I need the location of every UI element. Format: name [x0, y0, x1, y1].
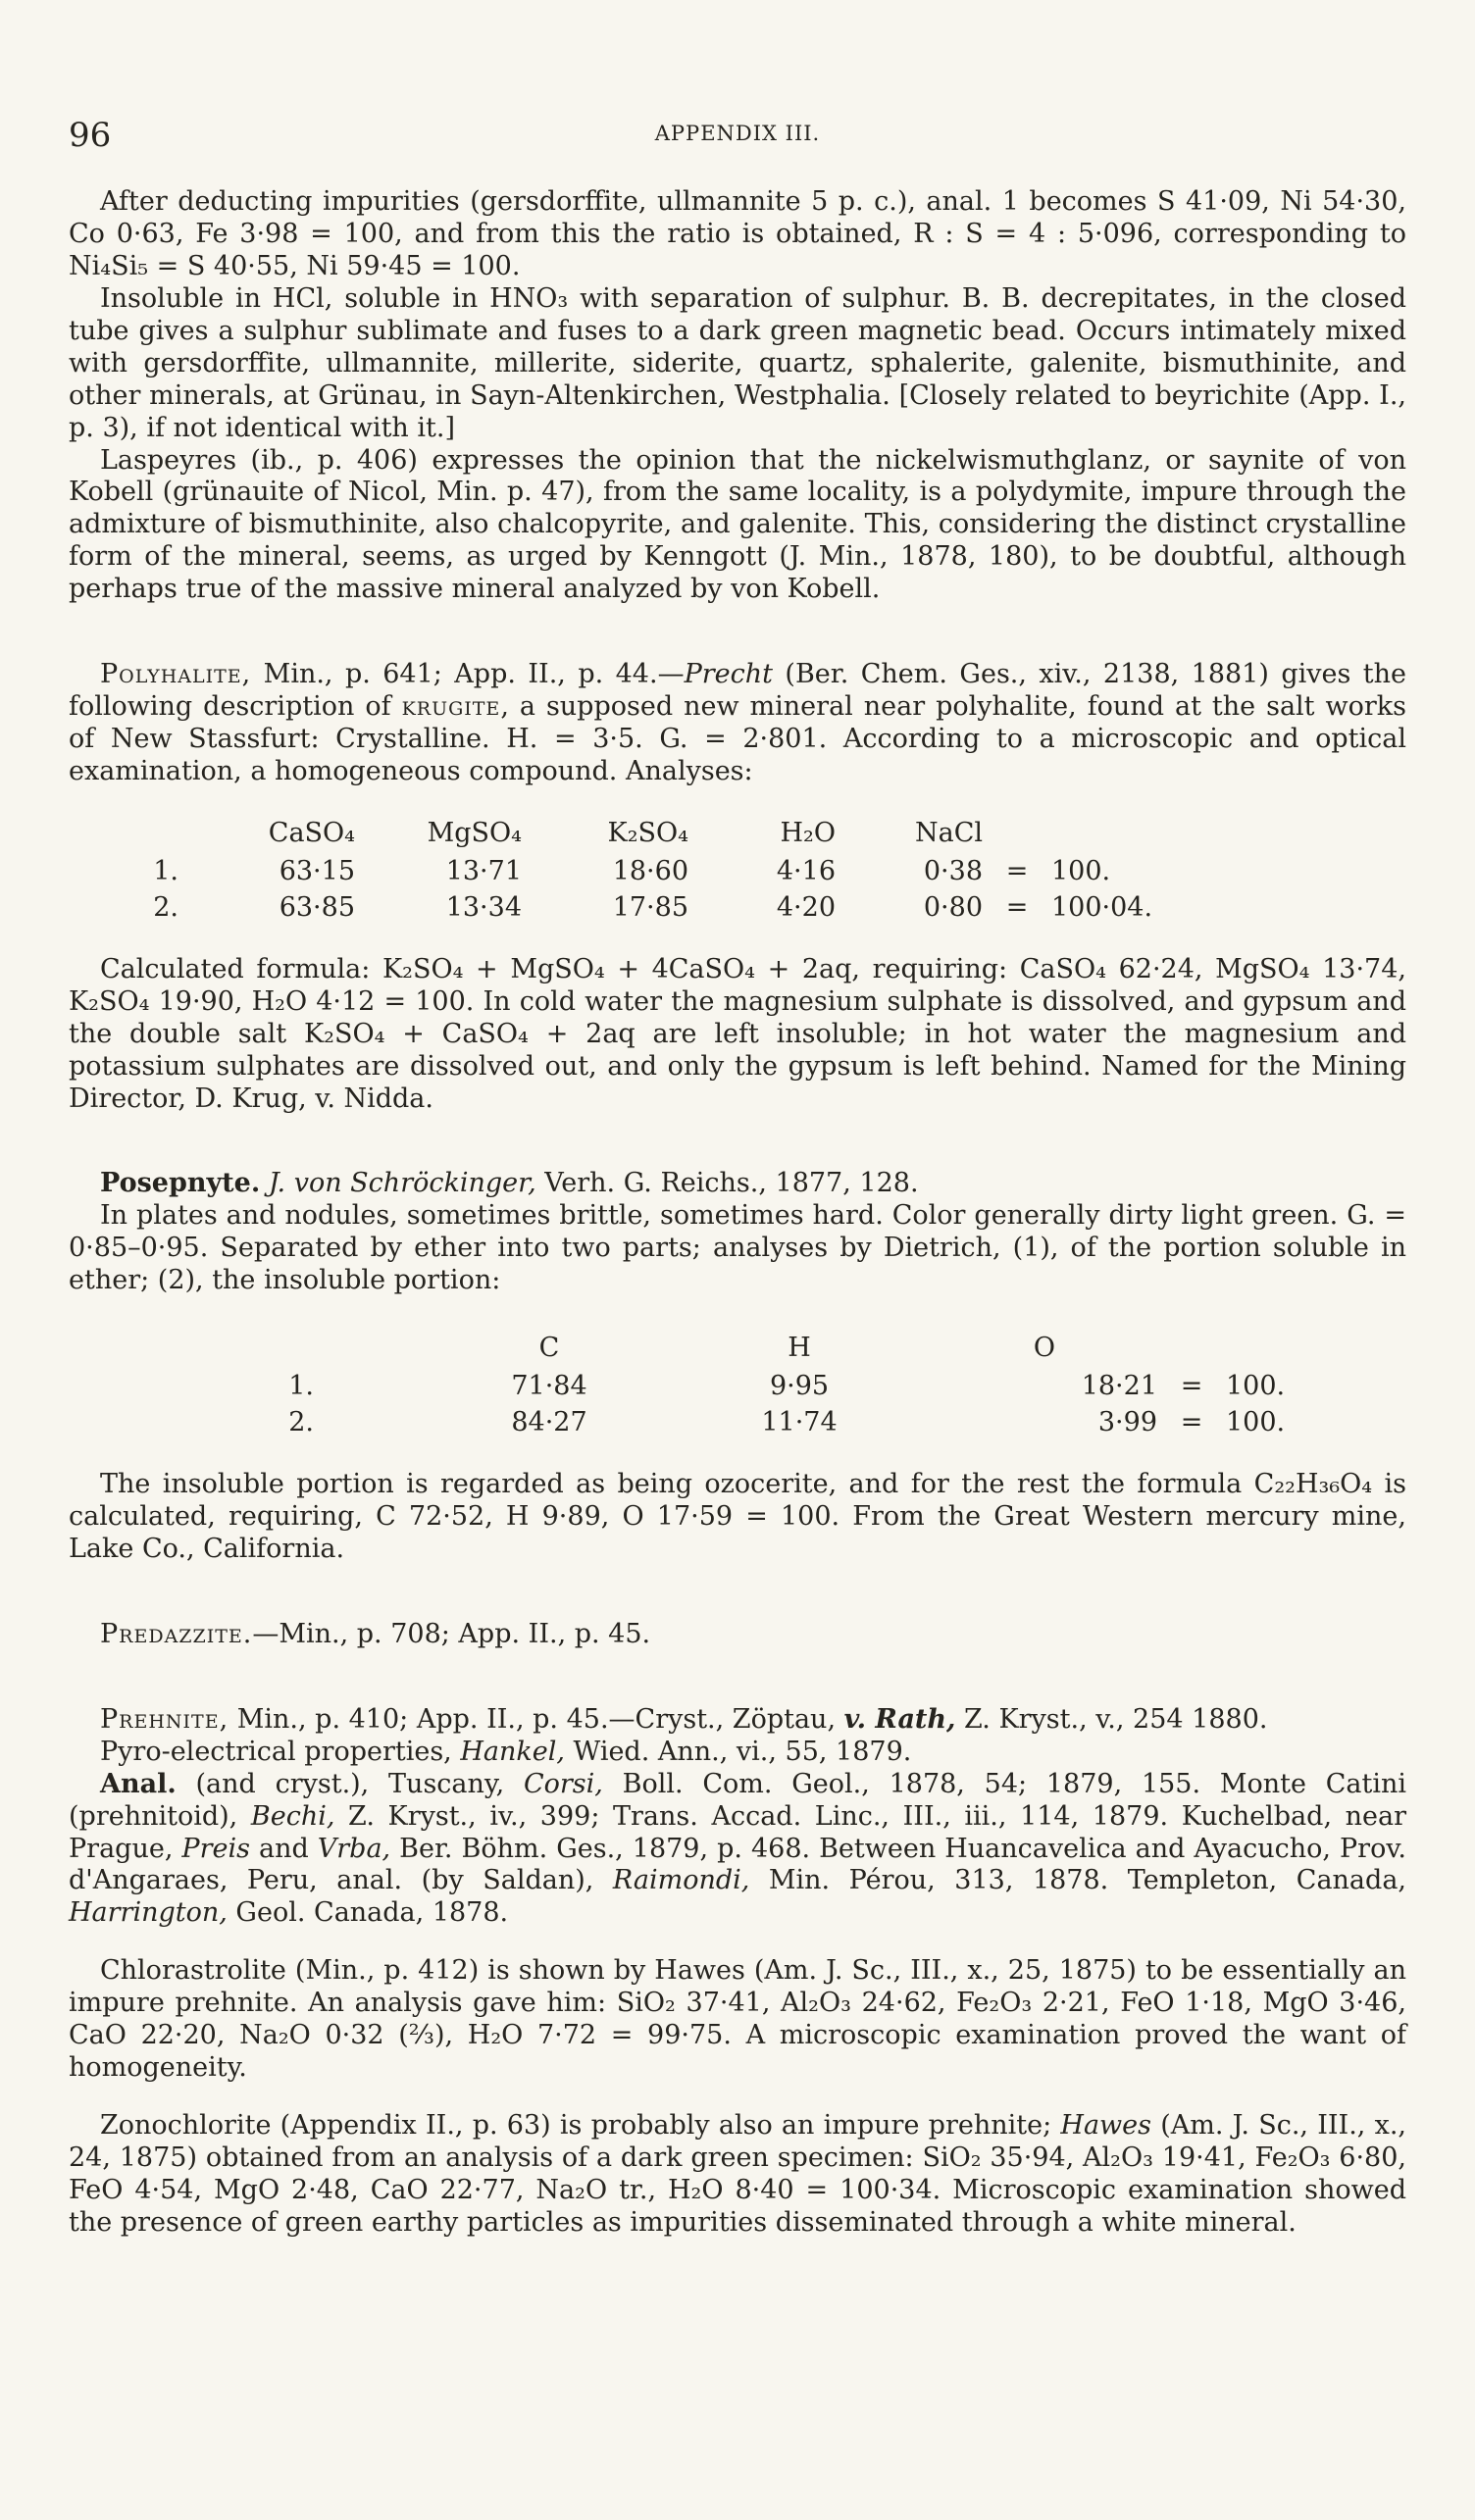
ref-prehnite-1: Min., p. 410; App. II., p. 45.—Cryst., Zöptau,	[229, 1703, 844, 1735]
col-header: CaSO₄	[268, 817, 355, 848]
paragraph-solubility: Insoluble in HCl, soluble in HNO₃ with separation of sulphur. B. B. decrepitates, in the closed tube gives a sulphur sublimate and fuses to a dark green magnetic bead. Occurs intimately mixed with gersdorffite, ullmannite, millerite, siderite, quartz, sphalerite, galenite, bismuthinite, and other minerals, at Grünau, in Sayn-Altenkirchen, Westphalia. [Closely related to beyrichite (App. I., p. 3), if not identical with it.]	[69, 282, 1406, 443]
text-pyro-1: Pyro-electrical properties,	[100, 1736, 461, 1767]
ref-polyhalite: Min., p. 641; App. II., p. 44.—	[251, 659, 685, 690]
col-header: O	[1033, 1333, 1056, 1364]
col-header: K₂SO₄	[607, 817, 688, 848]
mineral-name-prehnite: Prehnite,	[100, 1703, 229, 1735]
paragraph-chlorastrolite: Chlorastrolite (Min., p. 412) is shown by Hawes (Am. J. Sc., III., x., 25, 1875) to be essentially an impure prehnite. An analysis gave him: SiO₂ 37·41, Al₂O₃ 24·62, Fe₂O₃ 2·21, FeO 1·18, MgO 3·46, CaO 22·20, Na₂O 0·32 (⅔), H₂O 7·72 = 99·75. A microscopic examination proved the want of homogeneity.	[69, 1955, 1406, 2084]
text-anal-3: Z. Kryst., iv., 399; Trans. Accad. Linc., III., iii., 114, 1879. Kuchelbad, near Prague,	[69, 1800, 1407, 1864]
author-hankel: Hankel,	[460, 1736, 565, 1767]
paragraph-posepnyte: In plates and nodules, sometimes brittle, sometimes hard. Color generally dirty light green. G. = 0·85–0·95. Separated by ether into two parts; analyses by Dietrich, (1), of the portion soluble in ether; (2), the insoluble portion:	[69, 1200, 1406, 1296]
mineral-name-predazzite: Predazzite.	[100, 1618, 253, 1649]
author-precht: Precht	[684, 659, 773, 690]
analysis-table-krugite	[69, 816, 1152, 927]
row-label: 1.	[288, 1371, 314, 1402]
table-header-row	[69, 816, 1152, 854]
equals-sign: =	[1005, 891, 1029, 923]
row-label: 2.	[153, 891, 178, 923]
row-label: 2.	[288, 1407, 314, 1438]
ref-prehnite-2: Z. Kryst., v., 254 1880.	[955, 1703, 1268, 1735]
paragraph-pyro-electrical	[69, 1737, 1406, 1769]
table-cell: 4·16	[776, 855, 836, 886]
paragraph-polyhalite-formula: Calculated formula: K₂SO₄ + MgSO₄ + 4CaSO₄ + 2aq, requiring: CaSO₄ 62·24, MgSO₄ 13·74, K₂SO₄ 19·90, H₂O 4·12 = 100. In cold water the magnesium sulphate is dissolved, and gypsum and the double salt K₂SO₄ + CaSO₄ + 2aq are left insoluble; in hot water the magnesium and potassium sulphates are dissolved out, and only the gypsum is left behind. Named for the Mining Director, D. Krug, v. Nidda.	[69, 953, 1406, 1114]
table-row	[69, 854, 1152, 890]
entry-predazzite	[69, 1619, 1406, 1651]
author-preis: Preis	[181, 1833, 250, 1864]
text-zono-1: Zonochlorite (Appendix II., p. 63) is probably also an impure prehnite;	[100, 2110, 1061, 2142]
text-anal-4: and	[249, 1833, 318, 1864]
text-pyro-2: Wied. Ann., vi., 55, 1879.	[564, 1736, 912, 1767]
col-header: C	[538, 1333, 560, 1364]
table-cell: 4·20	[776, 891, 836, 923]
table-cell: 17·85	[612, 891, 688, 923]
mineral-name-polyhalite: Polyhalite,	[100, 659, 252, 690]
paragraph-deduction: After deducting impurities (gersdorffite, ullmannite 5 p. c.), anal. 1 becomes S 41·09, Ni 54·30, Co 0·63, Fe 3·98 = 100, and from this the ratio is obtained, R : S = 4 : 5·096, corresponding to Ni₄Si₅ = S 40·55, Ni 59·45 = 100.	[69, 186, 1406, 281]
text-anal-2: Boll. Com. Geol., 1878, 54; 1879, 155. Monte Catini (prehnitoid),	[69, 1768, 1406, 1832]
ref-predazzite: —Min., p. 708; App. II., p. 45.	[252, 1618, 651, 1649]
table-cell: 9·95	[769, 1371, 830, 1402]
row-total: 100.	[1226, 1371, 1286, 1402]
entry-posepnyte-heading	[69, 1168, 1406, 1200]
text-anal-5: Ber. Böhm. Ges., 1879, p. 468. Between Huancavelica and Ayacucho, Prov. d'Angaraes, Peru, anal. (by Saldan),	[69, 1833, 1406, 1896]
table-row	[69, 1405, 1285, 1441]
table-cell: 11·74	[761, 1407, 838, 1438]
analysis-table-posepnyte	[69, 1331, 1285, 1441]
table-row	[69, 1369, 1285, 1405]
entry-polyhalite	[69, 659, 1406, 788]
table-cell: 63·85	[279, 891, 355, 923]
text-anal-1: (and cryst.), Tuscany,	[176, 1768, 524, 1799]
page-header	[69, 116, 1406, 161]
table-cell: 13·34	[445, 891, 522, 923]
anal-label: Anal.	[100, 1768, 177, 1799]
paragraph-prehnite-analyses	[69, 1769, 1406, 1931]
mineral-name-posepnyte: Posepnyte.	[100, 1168, 261, 1199]
author-hawes: Hawes	[1060, 2110, 1151, 2142]
author-rath: v. Rath,	[843, 1703, 956, 1735]
equals-sign: =	[1180, 1407, 1203, 1438]
row-total: 100.	[1051, 855, 1111, 886]
text-polyhalite-1: (Ber. Chem. Ges., xiv., 2138, 1881) gives the following description of	[69, 659, 1406, 723]
ref-posepnyte: Verh. G. Reichs., 1877, 128.	[535, 1168, 919, 1199]
table-row	[69, 890, 1152, 927]
running-title: APPENDIX III.	[654, 122, 821, 145]
table-cell: 13·71	[445, 855, 522, 886]
equals-sign: =	[1180, 1371, 1203, 1402]
page-body	[69, 186, 1406, 2240]
paragraph-zonochlorite	[69, 2110, 1406, 2240]
author-raimondi: Raimondi,	[612, 1865, 750, 1896]
author-schrockinger: J. von Schröckinger,	[268, 1168, 536, 1199]
row-label: 1.	[153, 855, 178, 886]
table-cell: 18·21	[1081, 1371, 1157, 1402]
text-anal-6: Min. Pérou, 313, 1878. Templeton, Canada,	[749, 1865, 1406, 1896]
row-total: 100.	[1226, 1407, 1286, 1438]
paragraph-laspeyres: Laspeyres (ib., p. 406) expresses the opinion that the nickelwismuthglanz, or saynite of von Kobell (grünauite of Nicol, Min. p. 47), from the same locality, is a polydymite, impure through the admixture of bismuthinite, also chalcopyrite, and galenite. This, considering the distinct crystalline form of the mineral, seems, as urged by Kenngott (J. Min., 1878, 180), to be doubtful, although perhaps true of the massive mineral analyzed by von Kobell.	[69, 444, 1406, 605]
table-cell: 63·15	[279, 855, 355, 886]
table-cell: 84·27	[511, 1407, 587, 1438]
table-cell: 71·84	[511, 1371, 587, 1402]
equals-sign: =	[1005, 855, 1029, 886]
entry-prehnite	[69, 1704, 1406, 1737]
col-header: H	[788, 1333, 811, 1364]
page-number: 96	[69, 116, 112, 155]
author-vrba: Vrba,	[317, 1833, 391, 1864]
text-polyhalite-2: , a supposed new mineral near polyhalite, found at the salt works of New Stassfurt: Crystalline. H. = 3·5. G. = 2·801. According to a microscopic and optical examination, a homogeneous compound. Analyses:	[69, 691, 1406, 786]
col-header: H₂O	[780, 817, 836, 848]
author-bechi: Bechi,	[250, 1800, 335, 1832]
table-cell: 0·80	[923, 891, 983, 923]
author-harrington: Harrington,	[69, 1897, 228, 1929]
text-zono-2: (Am. J. Sc., III., x., 24, 1875) obtained from an analysis of a dark green specimen: SiO₂ 35·94, Al₂O₃ 19·41, Fe₂O₃ 6·80, FeO 4·54, MgO 2·48, CaO 22·77, Na₂O tr., H₂O 8·40 = 100·34. Microscopic examination showed the presence of green earthy particles as impurities disseminated through a white mineral.	[69, 2110, 1406, 2238]
table-header-row	[69, 1331, 1285, 1369]
col-header: MgSO₄	[427, 817, 522, 848]
table-cell: 3·99	[1097, 1407, 1157, 1438]
author-corsi: Corsi,	[523, 1768, 603, 1799]
text-anal-7: Geol. Canada, 1878.	[227, 1897, 509, 1929]
row-total: 100·04.	[1051, 891, 1153, 923]
paragraph-posepnyte-formula: The insoluble portion is regarded as being ozocerite, and for the rest the formula C₂₂H₃₆O₄ is calculated, requiring, C 72·52, H 9·89, O 17·59 = 100. From the Great Western mercury mine, Lake Co., California.	[69, 1469, 1406, 1564]
mineral-name-krugite: krugite	[401, 691, 501, 723]
table-cell: 18·60	[612, 855, 688, 886]
col-header: NaCl	[914, 817, 983, 848]
table-cell: 0·38	[923, 855, 983, 886]
